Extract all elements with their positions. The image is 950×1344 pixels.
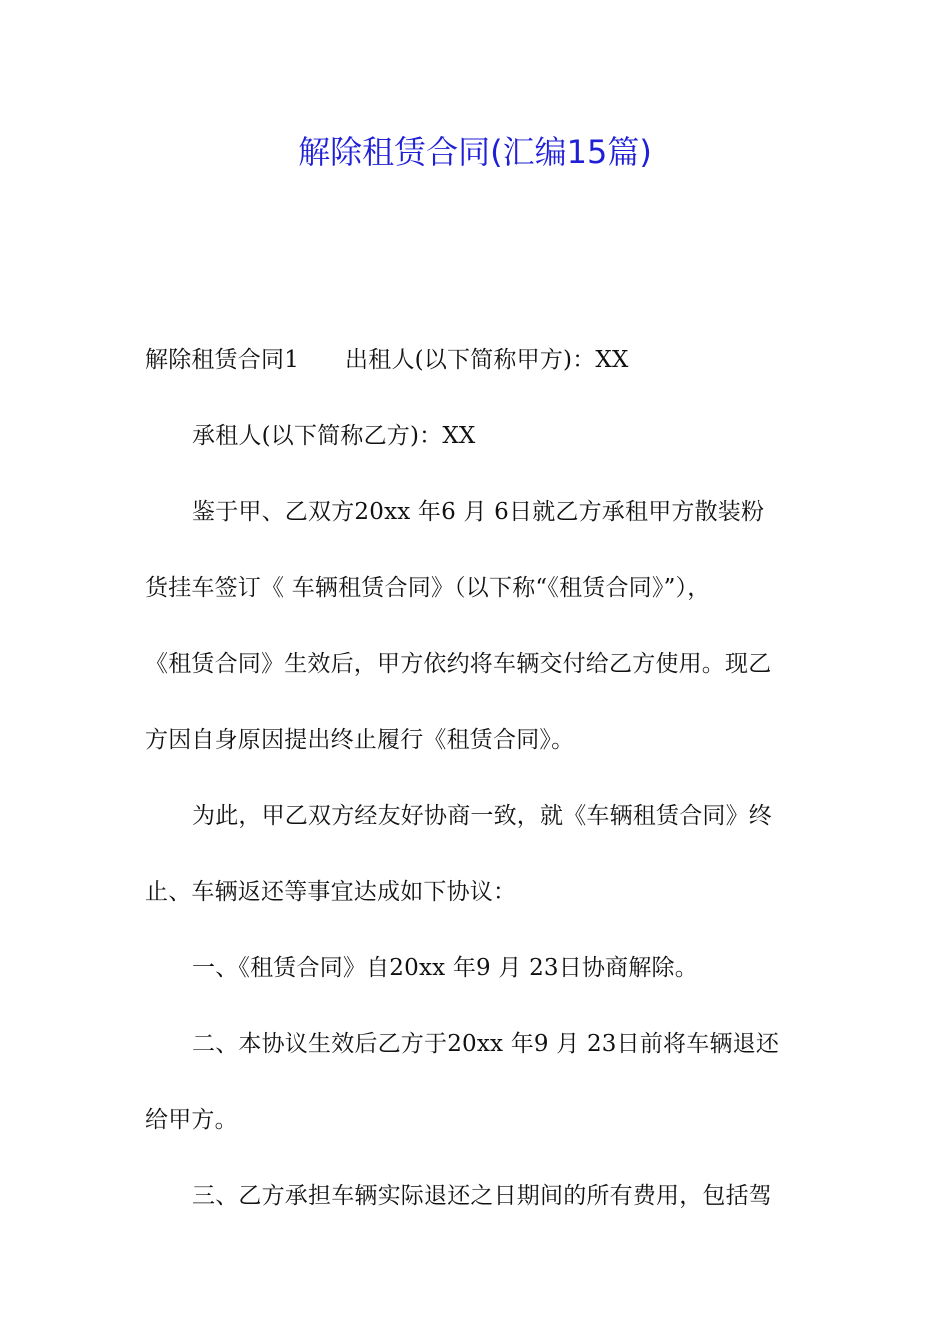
document-title: 解除租赁合同(汇编15篇)	[298, 133, 652, 171]
paragraph-line: 为此，甲乙双方经友好协商一致，就《车辆租赁合同》终	[192, 803, 772, 829]
paragraph-line: 给甲方。	[145, 1107, 238, 1133]
paragraph-line-heading	[145, 334, 805, 410]
paragraph-line: 止、车辆返还等事宜达成如下协议：	[145, 879, 517, 905]
paragraph-line: 方因自身原因提出终止履行《租赁合同》。	[145, 727, 575, 753]
paragraph-line: 三、乙方承担车辆实际退还之日期间的所有费用，包括驾	[192, 1183, 772, 1209]
paragraph-line: 二、本协议生效后乙方于20xx 年9 月 23日前将车辆退还	[192, 1031, 780, 1057]
document-body	[145, 334, 805, 1246]
lessor-line: 出租人(以下简称甲方)：XX	[345, 347, 629, 373]
paragraph-line: 货挂车签订《 车辆租赁合同》（以下称“《租赁合同》”），	[145, 575, 711, 601]
paragraph-line: 鉴于甲、乙双方20xx 年6 月 6日就乙方承租甲方散装粉	[192, 499, 765, 525]
paragraph-line: 一、《租赁合同》自20xx 年9 月 23日协商解除。	[192, 955, 698, 981]
paragraph-line: 承租人(以下简称乙方)：XX	[192, 423, 476, 449]
section-heading: 解除租赁合同1	[145, 347, 300, 373]
paragraph-line: 《租赁合同》生效后，甲方依约将车辆交付给乙方使用。现乙	[145, 651, 772, 677]
